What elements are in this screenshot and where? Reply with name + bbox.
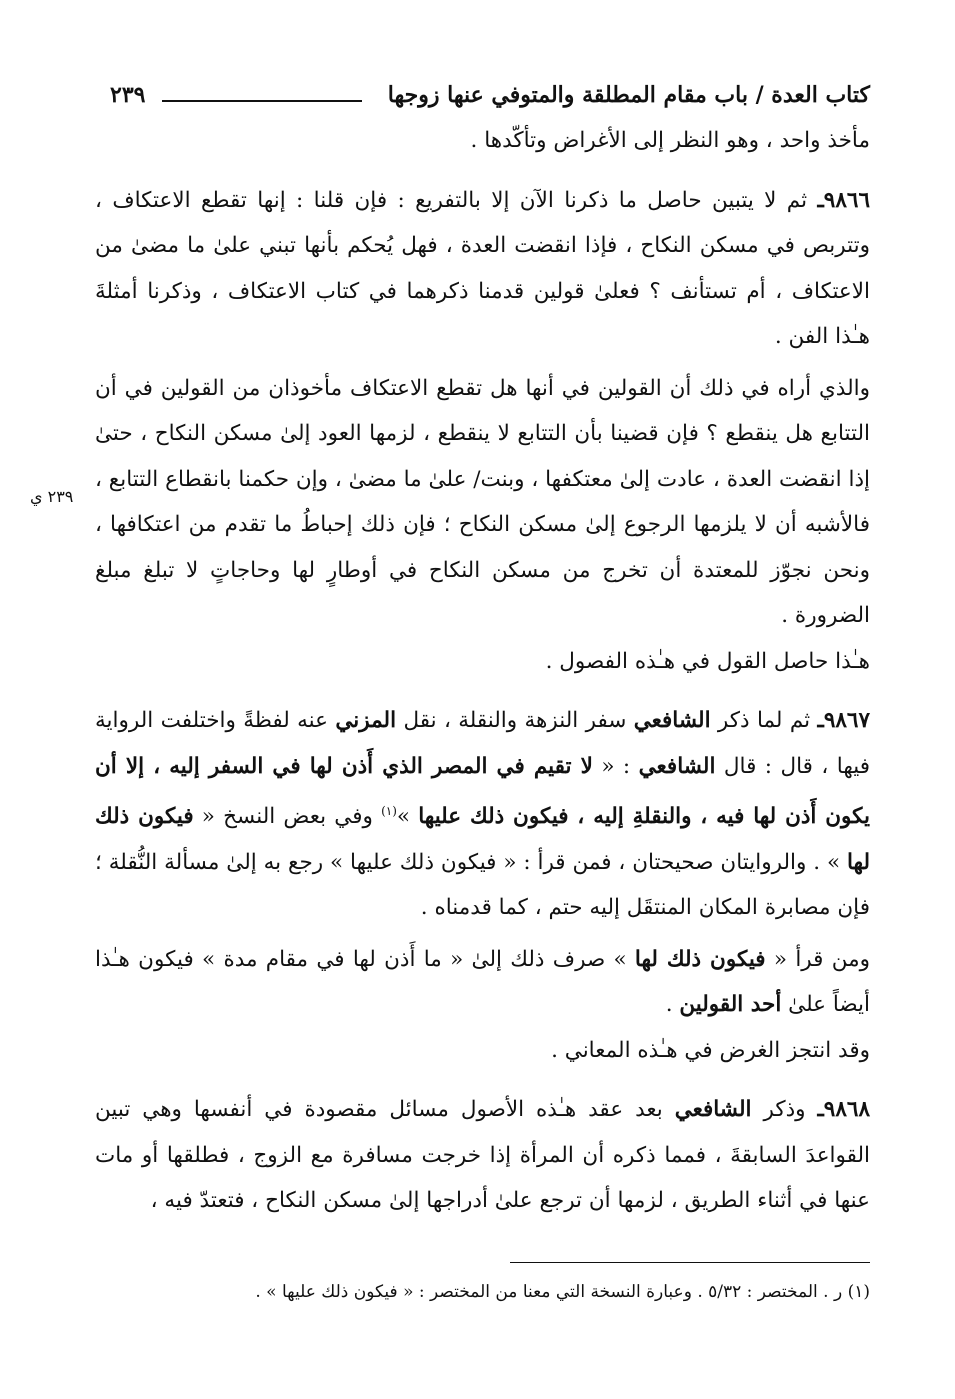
text-run: وذكر bbox=[751, 1097, 818, 1123]
text-run: : « bbox=[592, 753, 639, 779]
paragraph-continuation: مأخذ واحد ، وهو النظر إلى الأغراض وتأكّدها . bbox=[470, 128, 870, 153]
paragraph-number: ٩٨٦٧ـ bbox=[817, 708, 871, 733]
text-run: » bbox=[396, 804, 419, 830]
paragraph-conclusion: وقد انتجز الغرض في هـٰذه المعاني . bbox=[551, 1037, 870, 1063]
text-run: » . والروايتان صحيحتان ، فمن قرأ : « فيكون ذلك عليها » رجع به إلىٰ مسألة النُّقلة ؛ فإن مصابرة المكان المنتقَل إليه حتم ، كما قدمناه . bbox=[95, 849, 870, 921]
name-muzani: المزني bbox=[335, 708, 397, 733]
text-run: سفر النزهة والنقلة ، نقل bbox=[396, 708, 634, 733]
margin-page-reference: ٢٣٩ ي bbox=[30, 487, 74, 506]
text-run: . bbox=[665, 992, 680, 1018]
paragraph-number: ٩٨٦٦ـ bbox=[817, 187, 870, 213]
footnote: (١) ر . المختصر : ٥/٣٢ . وعبارة النسخة التي معنا من المختصر : « فيكون ذلك عليها » . bbox=[255, 1282, 870, 1302]
quotation: لا تقيم في المصر الذي أَذن لها في السفر إليه ، إلا أن يكون أَذن لها فيه ، والنقلةِ إليه ، فيكون ذلك عليها bbox=[95, 753, 870, 830]
quotation: فيكون ذلك لها bbox=[634, 946, 766, 972]
paragraph-reading bbox=[95, 937, 870, 1028]
header-rule bbox=[162, 100, 362, 102]
paragraph-opinion: والذي أراه في ذلك أن القولين في أنها هل تقطع الاعتكاف مأخوذان من القولين في أن التتابع هل ينقطع ؟ فإن قضينا بأن التتابع لا ينقطع ، لزمها العود إلىٰ مسكن النكاح ، حتىٰ إذا انقضت العدة ، عادت إلىٰ معتكفها ، وبنت/ علىٰ ما مضىٰ ، وإن حكمنا بانقطاع التتابع ، فالأشبه أن لا يلزمها الرجوع إلىٰ مسكن النكاح ؛ فإن ذلك إحباطُ ما تقدم من اعتكافها ، ونحن نجوّز للمعتدة أن تخرج من مسكن النكاح في أوطارٍ لها وحاجاتٍ لا تبلغ مبلغ الضرورة . bbox=[95, 375, 870, 628]
footnote-marker: (١) bbox=[381, 804, 397, 818]
text-run: وفي بعض النسخ « bbox=[193, 804, 382, 830]
main-text bbox=[95, 118, 870, 1224]
text-run: » صرف ذلك إلىٰ « ما أَذن لها في مقام مدة » فيكون هـٰذا أيضاً علىٰ bbox=[95, 946, 870, 1018]
name-shafii: الشافعي bbox=[674, 1097, 752, 1123]
footnote-separator bbox=[510, 1262, 870, 1263]
paragraph-9866 bbox=[95, 178, 870, 360]
paragraph-text: ثم لا يتبين حاصل ما ذكرنا الآن إلا بالتفريع : فإن قلنا : إنها تقطع الاعتكاف ، وتتربص في مسكن النكاح ، فإذا انقضت العدة ، فهل يُحكم بأنها تبني علىٰ ما مضىٰ من الاعتكاف ، أم تستأنف ؟ فعلىٰ قولين قدمنا ذكرهما في كتاب الاعتكاف ، وذكرنا أمثلةَ هـٰذا الفن . bbox=[95, 187, 870, 349]
emphasis: أحد القولين bbox=[679, 992, 782, 1018]
text-run: بعد عقد هـٰذه الأصول مسائل مقصودة في أنفسها وهي تبين القواعدَ السابقةَ ، فمما ذكره أن المرأة إذا خرجت مسافرة مع الزوج ، فطلقها أو مات عنها في أثناء الطريق ، لزمها أن ترجع علىٰ أدراجها إلىٰ مسكن النكاح ، فتعتدّ فيه ، bbox=[95, 1097, 870, 1214]
name-shafii: الشافعي bbox=[638, 753, 716, 779]
page-number: ٢٣٩ bbox=[110, 82, 146, 108]
text-run: عنه لفظةً واختلفت الرواية فيها ، قال : قال bbox=[95, 708, 870, 779]
name-shafii: الشافعي bbox=[633, 708, 711, 733]
paragraph-summary: هـٰذا حاصل القول في هـٰذه الفصول . bbox=[545, 648, 870, 674]
paragraph-9867 bbox=[95, 698, 870, 931]
quotation: فيكون ذلك لها bbox=[95, 804, 870, 875]
paragraph-9868 bbox=[95, 1087, 870, 1224]
paragraph-number: ٩٨٦٨ـ bbox=[817, 1097, 870, 1123]
running-title: كتاب العدة / باب مقام المطلقة والمتوفي عنها زوجها bbox=[387, 82, 870, 108]
text-run: ثم لما ذكر bbox=[710, 708, 818, 733]
page-header bbox=[110, 78, 870, 118]
text-run: ومن قرأ « bbox=[765, 946, 870, 972]
